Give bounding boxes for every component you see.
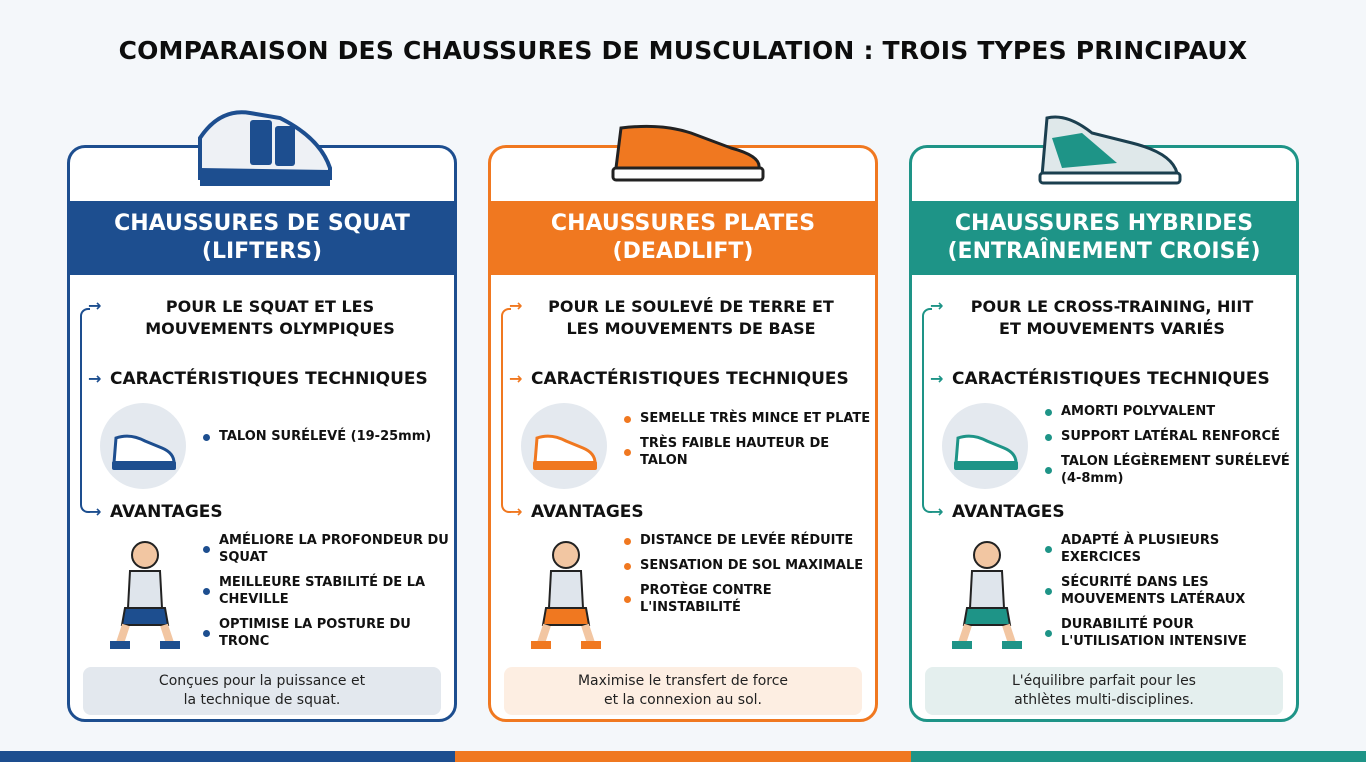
benefits-heading: AVANTAGES [952,502,1065,522]
card-header [909,201,1299,275]
stripe-orange [455,751,911,762]
summary-line: athlètes multi-disciplines. [1014,692,1194,708]
bracket-line [80,308,90,513]
athlete-icon [932,533,1042,653]
arrow-icon: → [509,502,523,521]
feature-item: AMORTI POLYVALENT [1045,403,1295,420]
feature-item: TRÈS FAIBLE HAUTEUR DE TALON [624,435,874,469]
benefit-item: AMÉLIORE LA PROFONDEUR DU SQUAT [203,532,453,566]
summary-line: la technique de squat. [183,692,341,708]
card-header-line: (ENTRAÎNEMENT CROISÉ) [947,239,1261,264]
purpose-line: POUR LE SOULEVÉ DE TERRE ET [548,297,834,316]
shoe-feature-icon [100,403,186,489]
card-squat [67,145,457,722]
arrow-icon: → [509,369,523,388]
athlete-icon [90,533,200,653]
purpose-line: ET MOUVEMENTS VARIÉS [999,319,1225,338]
card-flat [488,145,878,722]
card-hybrid [909,145,1299,722]
purpose-text [521,296,861,340]
purpose-line: POUR LE SQUAT ET LES [165,297,375,316]
arrow-icon: → [930,296,944,315]
arrow-icon: → [88,369,102,388]
shoe-illustration-icon [180,98,350,193]
stripe-teal [911,751,1366,762]
shoe-illustration-icon [1022,98,1192,193]
purpose-line: LES MOUVEMENTS DE BASE [566,319,816,338]
athlete-icon [511,533,621,653]
bracket-line [922,308,932,513]
benefit-item: ADAPTÉ À PLUSIEURS EXERCICES [1045,532,1295,566]
card-header-line: (LIFTERS) [201,239,323,264]
benefit-item: SENSATION DE SOL MAXIMALE [624,557,874,574]
card-header [488,201,878,275]
purpose-text [942,296,1282,340]
card-header-line: CHAUSSURES PLATES [550,211,816,236]
card-header-line: CHAUSSURES HYBRIDES [954,211,1254,236]
features-heading: CARACTÉRISTIQUES TECHNIQUES [952,369,1270,389]
features-list [203,428,453,453]
features-heading: CARACTÉRISTIQUES TECHNIQUES [110,369,428,389]
card-header-line: CHAUSSURES DE SQUAT [114,211,410,236]
summary-line: L'équilibre parfait pour les [1012,673,1196,689]
summary-box [504,667,862,715]
summary-box [83,667,441,715]
card-header [67,201,457,275]
purpose-line: POUR LE CROSS-TRAINING, HIIT [970,297,1254,316]
summary-line: et la connexion au sol. [603,692,762,708]
shoe-illustration-icon [601,98,771,193]
purpose-line: MOUVEMENTS OLYMPIQUES [145,319,395,338]
arrow-icon: → [930,369,944,388]
benefits-list [1045,532,1295,658]
benefit-item: DISTANCE DE LEVÉE RÉDUITE [624,532,874,549]
page-title: COMPARAISON DES CHAUSSURES DE MUSCULATION : TROIS TYPES PRINCIPAUX [118,36,1248,65]
features-list [624,410,874,477]
feature-item: SEMELLE TRÈS MINCE ET PLATE [624,410,874,427]
arrow-icon: → [509,296,523,315]
benefits-heading: AVANTAGES [110,502,223,522]
benefit-item: DURABILITÉ POUR L'UTILISATION INTENSIVE [1045,616,1295,650]
arrow-icon: → [930,502,944,521]
feature-item: SUPPORT LATÉRAL RENFORCÉ [1045,428,1295,445]
shoe-feature-icon [521,403,607,489]
benefit-item: OPTIMISE LA POSTURE DU TRONC [203,616,453,650]
benefit-item: MEILLEURE STABILITÉ DE LA CHEVILLE [203,574,453,608]
arrow-icon: → [88,502,102,521]
stripe-blue [0,751,455,762]
features-list [1045,403,1295,495]
summary-line: Conçues pour la puissance et [158,673,366,689]
benefits-heading: AVANTAGES [531,502,644,522]
card-header-line: (DEADLIFT) [612,239,754,264]
shoe-feature-icon [942,403,1028,489]
arrow-icon: → [88,296,102,315]
benefits-list [203,532,453,658]
summary-box [925,667,1283,715]
bracket-line [501,308,511,513]
feature-item: TALON LÉGÈREMENT SURÉLEVÉ (4-8mm) [1045,453,1295,487]
purpose-text [100,296,440,340]
benefits-list [624,532,874,624]
feature-item: TALON SURÉLEVÉ (19-25mm) [203,428,453,445]
benefit-item: SÉCURITÉ DANS LES MOUVEMENTS LATÉRAUX [1045,574,1295,608]
features-heading: CARACTÉRISTIQUES TECHNIQUES [531,369,849,389]
benefit-item: PROTÈGE CONTRE L'INSTABILITÉ [624,582,874,616]
summary-line: Maximise le transfert de force [577,673,789,689]
